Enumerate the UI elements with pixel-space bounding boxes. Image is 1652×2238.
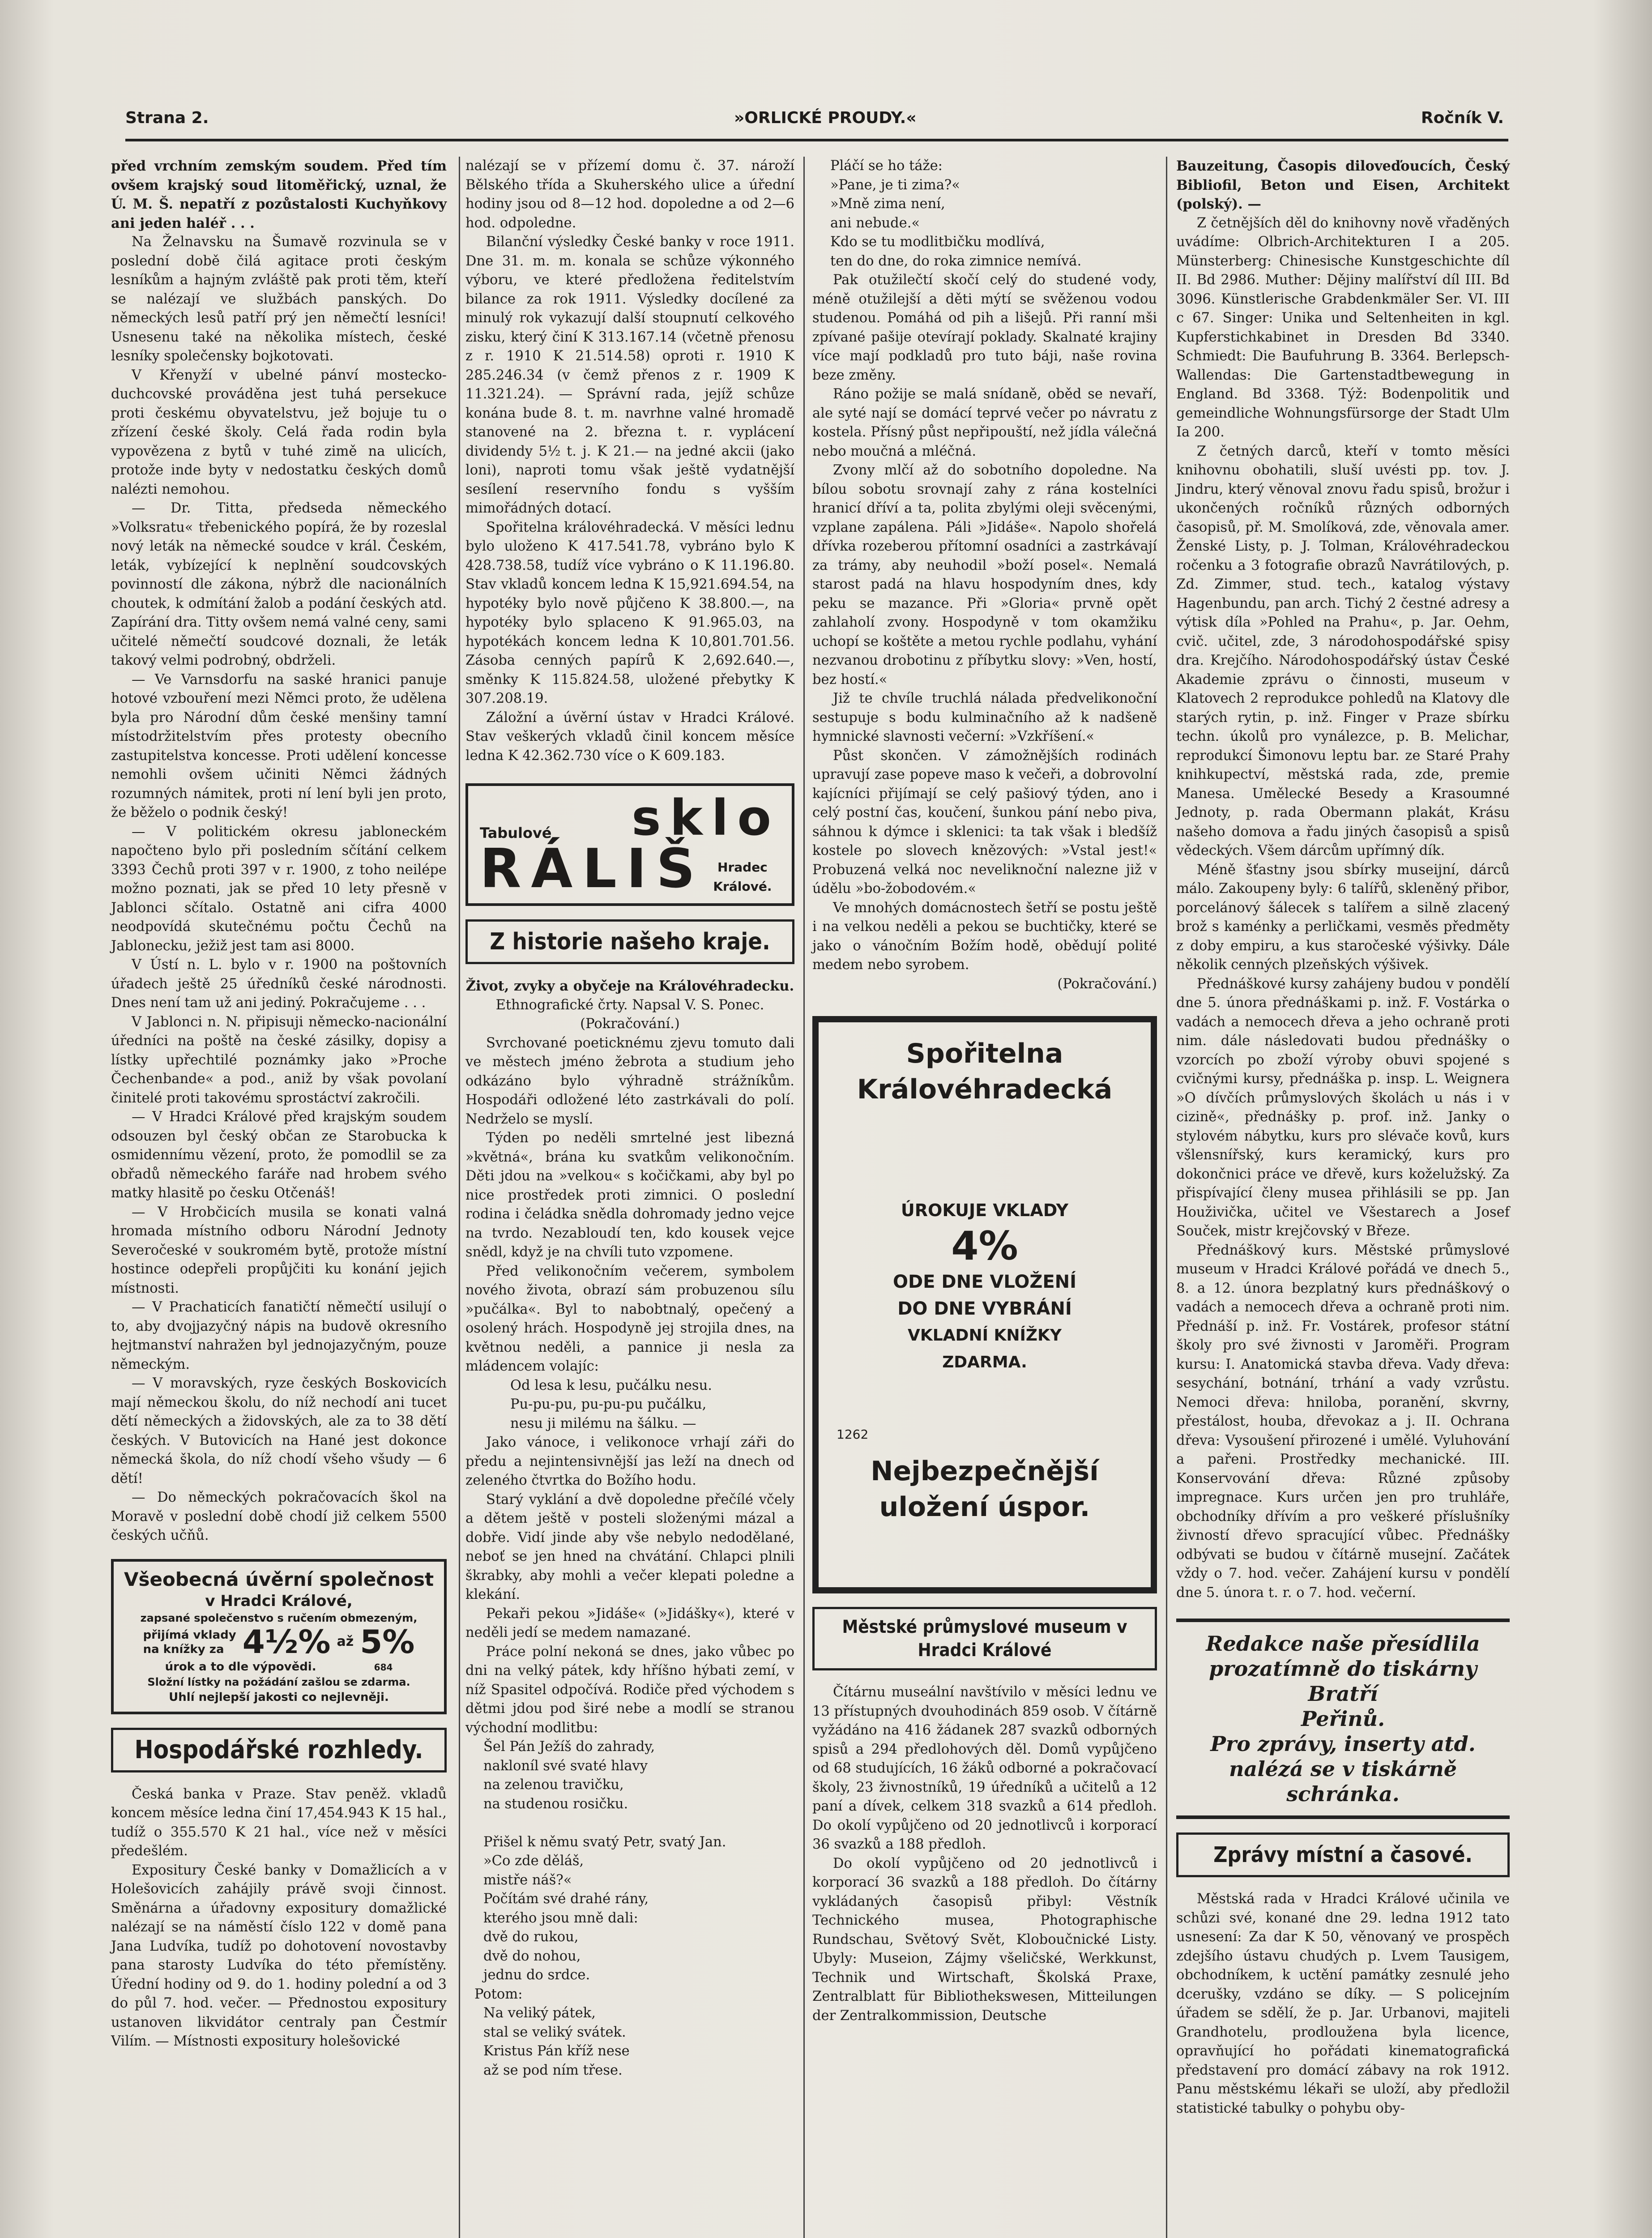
article-paragraph: Z četnějších děl do knihovny nově vřaděných uvádíme: Olbrich-Architekturen I a 205. Münsterberg: Chinesische Kunstgeschichte díl II. Bd 2986. Muther: Dějiny malířství díl III. Bd 3096. Künstlerische Grabdenkmäler Ser. VI. III c 67. Singer: Unika und Seltenheiten in kgl. Kupferstichkabinet in Dresden Bd 3340. Schmiedt: Die Baufuhrung B. 3364. Berlepsch-Wallendas: Die Gartenstadtbewegung in England. Bd 3368. Týž: Bodenpolitik und gemeindliche Wohnungsfürsorge der Stadt Ulm Ia 200. — [1176, 215, 1510, 440]
ad-place: v Hradci Králové, — [205, 1592, 353, 1610]
article-paragraph: Městská rada v Hradci Králové učinila ve schůzi své, konané dne 29. ledna 1912 tato usnesení: Za dar K 50, věnovaný ve prospěch zdejšího ústavu chudých p. Lvem Tausigem, obchodníkem, k uctění památky zesnulé jeho dcerušky, vzdáno se díky. — S policejním úřadem se sdělí, že p. Jar. Urbanovi, majiteli Grandhotelu, prodloužena byla licence, opravňující ho pořádati kinematografická představení pro domácí zábavy na rok 1912. Panu městskému lékaři se uloží, aby předložil statistické tabulky o pohybu oby- — [1176, 1891, 1510, 2116]
column-rule — [803, 157, 805, 2238]
column-4 — [1176, 157, 1510, 2118]
page-number: Strana 2. — [125, 109, 209, 127]
redakce-notice — [1176, 1619, 1510, 1819]
article-paragraph: Bilanční výsledky České banky v roce 1911. Dne 31. m. m. konala se schůze výkonného výboru, ve které předložena ředitelstvím bilance za rok 1911. Výsledky docílené za minulý rok vykazují další stoupnutí celkového zisku, který činí K 313.167.14 (včetně přenosu z r. 1910 K 21.514.58) oproti r. 1910 K 285.246.34 (v čemž přenos z r. 1909 K 11.321.24). — Správní rada, jejíž schůze konána bude 8. t. m. navrhne valné hromadě stanovené na 2. března t. r. vyplácení dividendy 5½ t. j. K 21.— na jedné akcii (jako loni), naproti tomu však ještě vydatnější sesílení reservního fondu s vyšším mimořádných dotací. — [465, 234, 794, 516]
article-paragraph: Přednáškové kursy zahájeny budou v pondělí dne 5. února přednáškami p. inž. F. Vostárka o vadách a nemocech dřeva a jeho ochraně proti nim. dále následovati budou přednášky o vzorcích po zboží výroby obuvi spojené s cvičnými kursy, přednáška p. insp. L. Weignera »O dívčích průmyslových školách u nás i v cizině«, přednášky p. prof. inž. Janky o stylovém nábytku, kurs pro slévače kovů, kurs všlensnířský, kurs keramický, kurs pro dokončnici práce ve dřevě, kurs koželužský. Za přispívající členy musea přihlásili se pp. Jan Houživička, učitel ve Všestarech a Josef Souček, mistr krejčovský v Březe. — [1176, 976, 1510, 1239]
column-1 — [111, 157, 447, 2051]
ad-text: ÚROKUJE VKLADY — [901, 1200, 1069, 1220]
article-paragraph: Čítárnu museální navštívilo v měsíci lednu ve 13 přístupných dvouhodinách 859 osob. V čítárně vyžádáno na 416 žádanek 287 svazků odborných spisů a 294 předlohových děl. Domů vypůjčeno od 68 studujících, 16 žáků odborné a pokračovací školy, 23 živnostníků, 19 úředníků a učitelů a 12 paní a dívek, celkem 318 svazků a 614 předloh. Do okolí vypůjčeno od 20 jednotlivců i korporací 36 svazků a 188 předloh. — [812, 1684, 1157, 1852]
article-paragraph: — V moravských, ryze českých Boskovicích mají německou školu, do níž nechodí ani tucet dětí německých a židovských, ale za to 38 dětí českých. V Butovicích na Hané jest dokonce německá škola, do níž chodí všeho všudy — 6 dětí! — [111, 1375, 447, 1486]
volume-number: Ročník V. — [1421, 109, 1504, 127]
notice-line: Peřinů. — [1301, 1707, 1385, 1731]
poem: Na veliký pátek, stal se veliký svátek. Kristus Pán kříž nese až se pod ním třese. — [483, 2005, 630, 2078]
article-paragraph: Svrchované poeticknému zjevu tomuto dali ve městech jméno žebrota a studium jeho odkázáno bylo výhradně strážníkům. Hospodáři odložené léto zastrkávali do polí. Nedrželo se myslí. — [465, 1035, 794, 1127]
ad-subtitle: zapsané společenstvo s ručením obmezeným, — [140, 1611, 418, 1624]
article-paragraph: Půst skončen. V zámožnějších rodinách upravují zase popeve maso k večeři, a dobrovolní kajícníci přijímají se celý pašiový týden, ano i celý postní čas, koučení, šunkou pání nebo piva, sáhnou k dýmce i sklenici: ta tak však i bledšíž kostele po slovech knězových: »Vstal jest!« Probuzená velká noc neveliknoční nalezne již v údělu »bo-žobodovém.« — [812, 747, 1157, 897]
article-paragraph: Pak otužilečtí skočí celý do studené vody, méně otužilejší a děti mýtí se svěženou vodou studenou. Pomáhá od pih a lišejů. Při ranní mši zpívané pašije otevírají poklady. Skalnaté krajiny více mají podkladů pro tuto báji, naše rovina beze změny. — [812, 272, 1157, 383]
article-paragraph: Týden po neděli smrtelné jest libezná »květná«, brána ku svatkům velikonočním. Děti jdou na »velkou« s kočičkami, aby byl po nice prostředek proti zimnici. O poslední rodina i čeládka snědla dohromady jedno vejce na tvrdo. Nezabloudí ten, kdo kousek vejce snědl, když je na chvíli tuto vzpomene. — [465, 1130, 794, 1260]
article-paragraph: Z četných darců, kteří v tomto měsíci knihovnu obohatili, sluší uvésti pp. tov. J. Jindru, který věnoval znovu řadu spisů, brožur i ukončených ročníků různých odborných časopisů, př. M. Smolíková, zde, věnovala amer. Ženské Listy, p. J. Tolman, Královéhradeckou ročenku a 3 fotografie obrazů Navrátilových, p. Zd. Zimmer, stud. tech., katalog výstavy Hagenbundu, pan arch. Tichý 2 čestné adresy a výtisk díla »Pohled na Prahu«, p. Jar. Oehm, cvič. učitel, zde, 3 národohospodářské spisy dra. Krejčího. Národohospodářský ústav České Akademie zprávu o činnosti, museum v Klatovech 2 reprodukce pohledů na Klatovy dle starých rytin, p. inž. Finger v Praze sbírku techn. úkolů pro vynálezce, p. B. Melichar, reprodukcí Šimonovu leptu bar. ze Staré Prahy knihkupectví, městská rada, zde, premie Manesa. Umělecké Besedy a Krasoumné Jednoty, p. rada Obermann plakát, Krásu našeho domova a řadu jiných časopisů a spisů vědeckých. Všem dárcům upřímný dík. — [1176, 443, 1510, 858]
article-paragraph: Spořitelna královéhradecká. V měsíci lednu bylo uloženo K 417.541.78, vybráno bylo K 428.738.58, tudíž více vybráno o K 11.196.80. Stav vkladů koncem ledna K 15,921.694.54, na hypotéky bylo nově půjčeno K 38.800.—, na hypotéky bylo splaceno K 91.965.03, na hypotékách koncem ledna K 10,801.701.56. Zásoba cenných papírů K 2,692.640.—, směnky K 115.824.58, uložené přebytky K 307.208.19. — [465, 519, 794, 706]
article-paragraph: — V Hradci Králové před krajským soudem odsouzen byl český občan ze Starobucka k osmidennímu vězení, proto, že pomodlil se za obřadů německého faráře nad hrobem svého matky hlasitě po česku Otčenáš! — [111, 1109, 447, 1201]
article-subtitle: Život, zvyky a obyčeje na Královéhradecku. — [465, 978, 794, 994]
article-byline: Ethnografické črty. Napsal V. S. Ponec. — [495, 997, 764, 1013]
poem: Kdo se tu modlitbičku modlívá, ten do dne, do roka zimnice nemívá. — [830, 234, 1082, 269]
article-paragraph: Starý vyklání a dvě dopoledne přečílé včely a dětem ještě v posteli složenými mázal a dobře. Vidí jinde aby vše nebylo nedodělané, neboť se jen hned na chvátání. Chlapci plnili škrabky, aby mohli a večer klepati poledne a klekání. — [465, 1491, 794, 1602]
ad-code: 1262 — [837, 1427, 869, 1442]
article-paragraph: Před velikonočním večerem, symbolem nového života, obrazí sám probuzenou sílu »pučálka«. Byl to nabobtnalý, opečený a osolený hrách. Hospodyně jej strojila dnes, na květnou neděli, a pannice ji nesla za mládencem volajíc: — [465, 1263, 794, 1374]
ad-text: DO DNE VYBRÁNÍ — [897, 1298, 1072, 1319]
article-paragraph: Do okolí vypůjčeno od 20 jednotlivců i korporací 36 svazků a 188 předloh. Do čítárny vykládaných časopisů přibyl: Věstník Technického musea, Photographische Rundschau, Světový Svět, Kloboučnické Listy. Ubyly: Museion, Zájmy všeličské, Werkkunst, Technik und Wirtschaft, Školská Praxe, Zentralblatt für Bibliothekswesen, Mitteilungen der Zentralkommission, Deutsche — [812, 1855, 1157, 2024]
ad-text: VKLADNÍ KNÍŽKY — [908, 1326, 1062, 1345]
ad-brand: RÁLIŠ — [480, 838, 705, 900]
notice-line: nalézá se v tiskárně schránka. — [1229, 1757, 1457, 1806]
section-title-hospodarske: Hospodářské rozhledy. — [111, 1728, 447, 1772]
ad-code: 684 — [374, 1661, 393, 1673]
ad-uverni-spolecnost — [111, 1559, 447, 1714]
notice-line: prozatímně do tiskárny Bratří — [1209, 1657, 1477, 1706]
section-title-historie: Z historie našeho kraje. — [465, 919, 794, 964]
article-text: Potom: — [474, 1986, 523, 2002]
article-paragraph: — Ve Varnsdorfu na saské hranici panuje hotové vzbouření mezi Němci proto, že udělena byla pro Národní dům české menšiny tamní místodržitelstvím přes protesty obecního zastupitelstva koncesse. Proti udělení koncesse nemohli ovšem učiniti Němci žádných rozumných námitek, proti ní lení byli jen proto, že běželo o podnik český! — [111, 671, 447, 820]
column-2 — [465, 157, 794, 2080]
page-header — [125, 105, 1504, 132]
article-paragraph: Expositury České banky v Domažlicích a v Holešovicích zahájily právě svoji činnost. Směnárna a úřadovny expositury domažlické nalézají se na náměstí číslo 122 v domě pana Jana Ludvíka, tudíž po dohotovení novostavby pana starosty Ludvíka do této přemístěny. Úřední hodiny od 9. do 1. hodiny polední a od 3 do půl 7. hod. večer. — Přednostou expositury ustanoven likvidátor centraly pan Čestmír Vilím. — Místnosti expositury holešovické — [111, 1862, 447, 2049]
article-paragraph: nalézají se v přízemí domu č. 37. nároží Bělského třída a Skuherského ulice a úřední hodiny jsou od 8—12 hod. dopoledne a od 2—6 hod. odpoledne. — [465, 158, 794, 231]
ad-text: ODE DNE VLOŽENÍ — [892, 1272, 1077, 1292]
newspaper-title: »ORLICKÉ PROUDY.« — [734, 109, 917, 127]
ad-text: Hradec Králové. — [713, 860, 772, 894]
ad-rates — [118, 1623, 440, 1661]
article-paragraph: Ráno požije se malá snídaně, oběd se nevaří, ale syté nají se domácí teprvé večer po návratu z kostela. Přísný půst nepřipouští, než jídla válečná nebo moučná a mléčná. — [812, 386, 1157, 459]
article-paragraph: Na Želnavsku na Šumavě rozvinula se v poslední době čilá agitace proti českým lesníkům a hajným zvláště pak proti těm, kteří se nalézají ve službách panských. Do německých lesů patří prý jen němečtí lesníci! Usnesenu také na několika místech, české lesníky společensky bojkotovati. — [111, 234, 447, 364]
ad-text: sklo — [632, 789, 780, 846]
column-rule — [1166, 157, 1167, 2238]
ad-rate: 4½% — [242, 1623, 331, 1661]
article-note: (Pokračování.) — [580, 1016, 680, 1032]
article-paragraph: — Dr. Titta, předseda německého »Volksratu« třebenického popírá, že by rozeslal nový leták na německé soudce v král. Českém, leták, vybízející k neplnění soudcovských povinností dle zákona, nýbrž dle nacionálních choutek, k odmítání žalob a podání českých atd. Zapírání dra. Titty ovšem nemá valné ceny, sami učitelé němečtí soudcové doznali, že leták takový velmi podrobný, obdrželi. — [111, 500, 447, 668]
article-paragraph: Jako vánoce, i velikonoce vrhají záři do předu a nejintensivnější jas leží na dnech od zeleného čtvrtka do Božího hodu. — [465, 1435, 794, 1488]
ad-title: Všeobecná úvěrní společnost — [124, 1568, 434, 1590]
article-paragraph: Zvony mlčí až do sobotního dopoledne. Na bílou sobotu srovnají zahy z rána kostelníci hranicí dříví a ta, polita zbylými oleji svěcenými, vzplane zapálena. Páli »Jidáše«. Napolo shořelá dřívka rozeberou přítomní osadníci a zastrkávají za trámy, aby neuhodil »boží posel«. Nemalá starost padá na hlavu hospodyním dnes, kdy peku se mazance. Při »Gloria« prvně opět zahlaholí zvony. Hospodyně v tom okamžiku uchopí se koštěte a metou rychle podlahu, vyhání nezvanou drobotinu z příbytku slovy: »Ven, hostí, bez hostí.« — [812, 462, 1157, 688]
article-paragraph: před vrchním zemským soudem. Před tím ovšem krajský soud litoměřický, uznal, že Ú. M. Š. nepatří z pozůstalosti Kuchyňkovy ani jeden haléř . . . — [111, 158, 447, 231]
ad-text: úrok a to dle výpovědi. — [165, 1660, 316, 1674]
article-paragraph: Pekaři pekou »Jidáše« (»Jidášky«), které v neděli jedí se medem namazané. — [465, 1606, 794, 1640]
ad-rate: 5% — [360, 1623, 415, 1661]
article-paragraph: Záložní a úvěrní ústav v Hradci Králové. Stav veškerých vkladů činil koncem měsíce ledna K 42.362.730 více o K 609.183. — [465, 709, 794, 764]
section-title-museum: Městské průmyslové museum v Hradci Králové — [812, 1607, 1157, 1670]
article-paragraph: — V politickém okresu jabloneckém napočteno bylo při posledním sčítání celkem 3393 Čechů proti 397 v r. 1900, z toho neilépe možno poznati, jak se před 10 lety přesně v Jablonci sčítalo. Ostatně ani cifra 4000 neodpovídá skutečnému počtu Čechů na Jablonecku, ježiž jest tam asi 8000. — [111, 824, 447, 954]
ad-text: Složní lístky na požádání zašlou se zdarma. — [147, 1675, 410, 1688]
article-paragraph: — Do německých pokračovacích škol na Moravě v poslední době chodí již celkem 5500 českých učňů. — [111, 1490, 447, 1543]
poem: Od lesa k lesu, pučálku nesu. Pu-pu-pu, pu-pu-pu pučálku, nesu ji milému na šálku. — — [510, 1377, 712, 1431]
article-paragraph: Ve mnohých domácnostech šetří se postu ještě i na velkou neděli a pekou se buchtičky, které se jako o vánočním Božím hodě, obědují polité medem nebo syrobem. — [812, 900, 1157, 973]
article-paragraph: Práce polní nekoná se dnes, jako vůbec po dni na velký pátek, kdy hříšno hýbati zemí, v níž Spasitel odpočívá. Rodiče před východem s dětmi jdou pod širé nebe a modlí se stranou východní modlitbu: — [465, 1644, 794, 1736]
article-paragraph: Česká banka v Praze. Stav peněž. vkladů koncem měsíce ledna činí 17,454.943 K 15 hal., tudíž o 355.570 K 21 hal., více než v měsíci předešlém. — [111, 1786, 447, 1859]
ad-rate: 4% — [951, 1223, 1018, 1269]
column-3 — [812, 157, 1157, 2025]
ad-text: ZDARMA. — [942, 1353, 1027, 1371]
article-paragraph: Již te chvíle truchlá nálada předvelikonoční sestupuje s bodu kulminačního až k nadšeně hymnické slavnosti večerní: »Vzkříšení.« — [812, 691, 1157, 744]
article-note: (Pokračování.) — [1057, 976, 1157, 992]
article-paragraph: Přednáškový kurs. Městské průmyslové museum v Hradci Králové pořádá ve dnech 5., 8. a 12. února bezplatný kurs přednáškový o vadách a nemocech dřeva a ochraně proti nim. Přednáší p. inž. Fr. Vostárek, profesor státní školy pro své živnosti v Jaroměři. Program kursu: I. Anatomická stavba dřeva. Vady dřeva: sesychání, botnání, trhání a vady vzrůstu. Nemoci dřeva: hniloba, poranění, skvrny, přestálost, houba, dřevokaz a j. II. Ochrana dřeva: Vysoušení přirozené i umělé. Vyluhování a pařeni. Prostředky mechanické. III. Konservování dřeva: Různé způsoby impregnace. Kurs určen jen pro truhláře, obchodníky dřívím a pro veškeré příslušníky živností dřevo spracující vůbec. Přednášky odbývati se budou v čítárně musejní. Začátek vždy o 7. hod. večer. Zahájení kursu v pondělí dne 5. února t. r. o 7. hod. večerní. — [1176, 1242, 1510, 1601]
notice-line: Pro zprávy, inserty atd. — [1210, 1732, 1476, 1756]
ad-title: Královéhradecká — [857, 1074, 1113, 1105]
article-paragraph: V Jablonci n. N. připisuji německo-nacionální úředníci na poště na české zásilky, dopisy a lístky upřechtilé poznámky jako »Proche Čechenbande« a pod., aniž by však povolaní činitelé proti takovému sprostáctví zakročili. — [111, 1014, 447, 1106]
article-paragraph: V Ústí n. L. bylo v r. 1900 na poštovních úřadech ještě 25 úředníků české národnosti. Dnes není tam už ani jediný. Pokračujeme . . . — [111, 957, 447, 1011]
ad-title: Spořitelna — [906, 1038, 1063, 1069]
ad-text: uložení úspor. — [879, 1491, 1090, 1523]
notice-line: Redakce naše přesídlila — [1206, 1632, 1480, 1656]
ad-text: Uhlí nejlepší jakosti co nejlevněji. — [169, 1690, 389, 1704]
ad-text: až — [337, 1634, 354, 1650]
article-paragraph: — V Hrobčicích musila se konati valná hromada místního odboru Národní Jednoty Severočeské v soukromém bytě, protože místní hostince odepřeli propůjčiti ku konání jejich místnosti. — [111, 1204, 447, 1296]
ad-text: Tabulové — [480, 824, 552, 841]
article-paragraph: Méně šťastny jsou sbírky museijní, dárců málo. Zakoupeny byly: 6 talířů, skleněný přibor, porcelánový šálecek s talířem a silně zlacený brož s kaménky a perličkami, vesměs předměty z doby empiru, a kus staročeské výšivky. Dále několik cenných plzeňských výšivek. — [1176, 862, 1510, 973]
article-paragraph: V Křenyží v ubelné pánví mostecko-duchcovské prováděna jest tuhá persekuce proti českému obyvatelstvu, jež bojuje tu o zřízení české školy. Celá řada rodin byla vypovězena z bytů v tuhé zimě na ulicích, protože inde byty v nedostatku českých domů nalézti nemohou. — [111, 367, 447, 497]
ad-text: přijímá vklady — [143, 1628, 236, 1642]
ad-sporitelna — [812, 1016, 1157, 1593]
header-rule — [125, 139, 1508, 141]
ad-text: na knížky za — [143, 1642, 224, 1656]
article-paragraph: Bauzeitung, Časopis diloveďoucích, Český Bibliofil, Beton und Eisen, Architekt (polský). — — [1176, 158, 1510, 212]
poem: Šel Pán Ježíš do zahrady, nakloníl své svaté hlavy na zelenou travičku, na studenou rosičku. Přišel k němu svatý Petr, svatý Jan. »Co zde děláš, mistře náš?« Počítám své drahé rány, kterého jsou mně dali: dvě do rukou, dvě do nohou, jednu do srdce. — [483, 1739, 726, 1983]
column-rule — [459, 157, 460, 2238]
ad-ralis — [465, 783, 794, 906]
article-paragraph: — V Prachaticích fanatičtí němečtí usilují o to, aby dvojjazyčný nápis na budově okresního hejtmanství nahražen byl jednojazyčným, pouze německým. — [111, 1299, 447, 1372]
ad-text: Nejbezpečnější — [871, 1455, 1099, 1487]
poem: Pláčí se ho táže: »Pane, je ti zima?« »Mně zima není, ani nebude.« — [830, 158, 960, 231]
section-title-zpravy: Zprávy místní a časové. — [1176, 1832, 1510, 1877]
